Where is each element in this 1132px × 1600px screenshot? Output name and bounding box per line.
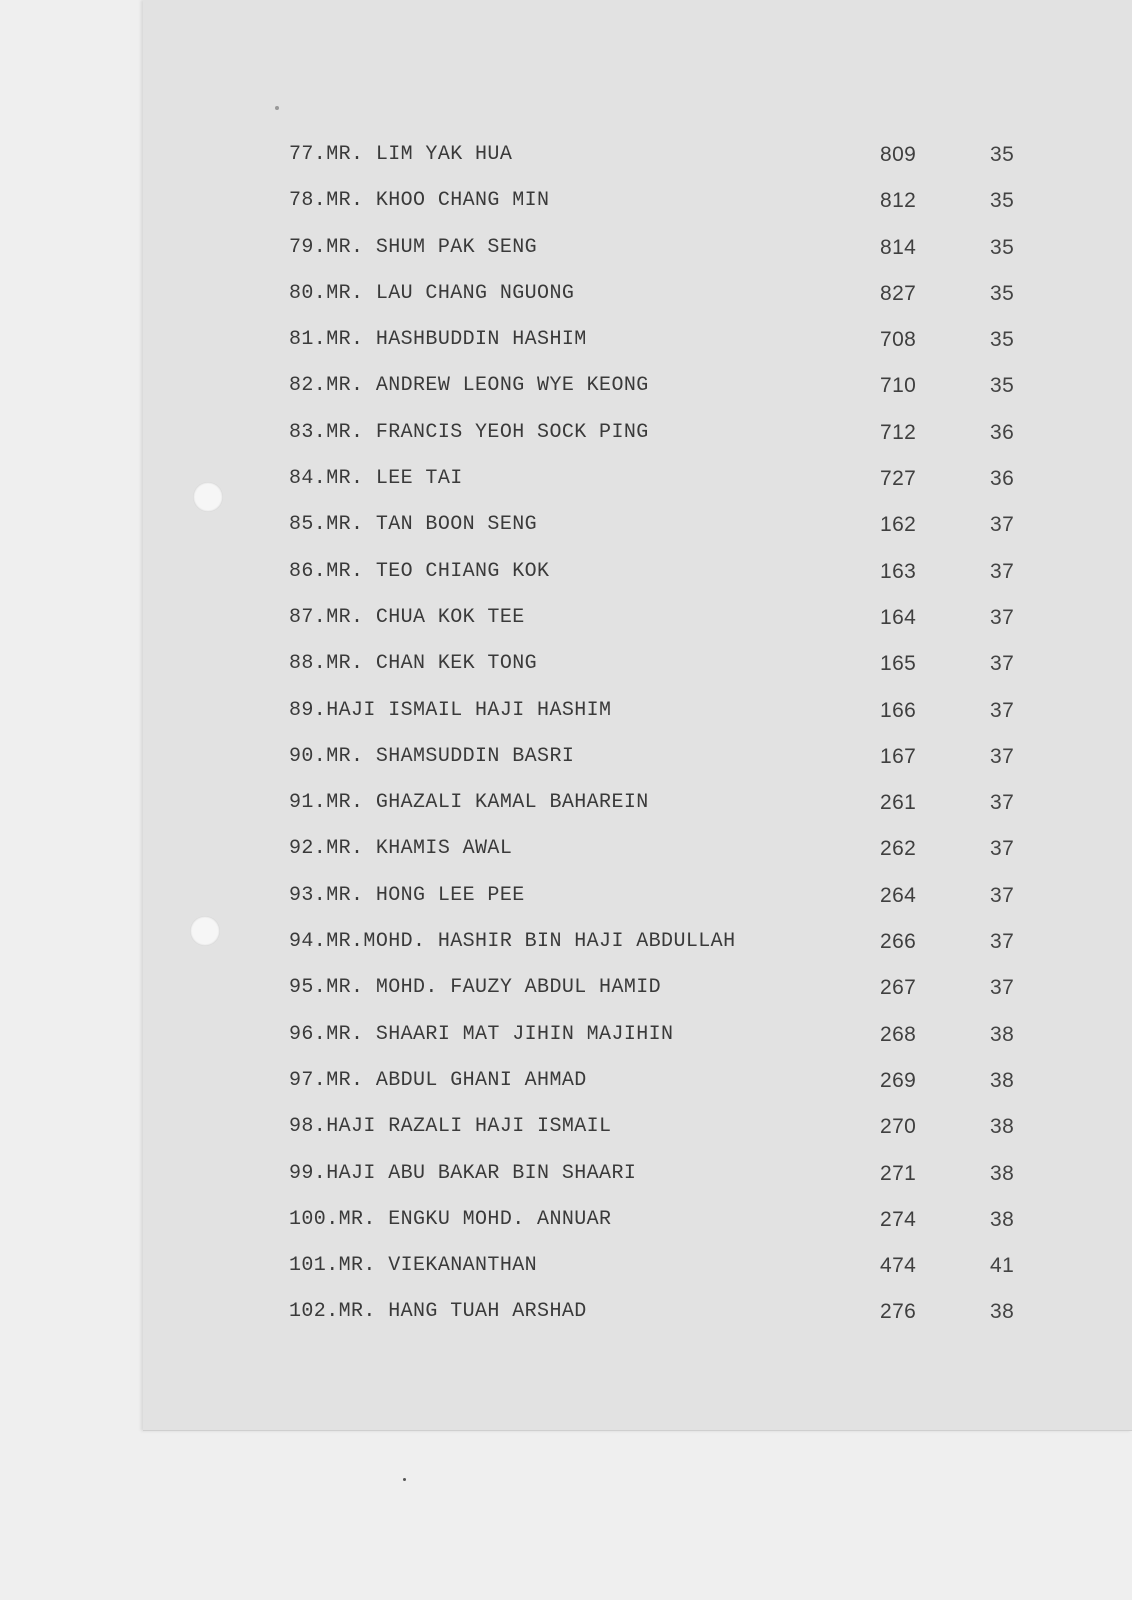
entry-name: 84.MR. LEE TAI xyxy=(289,467,463,491)
list-item xyxy=(0,363,1132,409)
entry-code: 814 xyxy=(880,235,917,259)
entry-code: 166 xyxy=(880,698,917,722)
entry-code: 812 xyxy=(880,189,917,213)
entry-code: 274 xyxy=(880,1207,917,1231)
entry-page: 35 xyxy=(990,374,1015,398)
list-item xyxy=(0,456,1132,502)
entry-name: 96.MR. SHAARI MAT JIHIN MAJIHIN xyxy=(289,1022,674,1046)
list-item xyxy=(0,780,1132,826)
entry-name: 85.MR. TAN BOON SENG xyxy=(289,513,538,537)
entry-code: 271 xyxy=(880,1161,917,1185)
entry-page: 38 xyxy=(990,1115,1015,1139)
entry-page: 35 xyxy=(990,189,1015,213)
entry-code: 708 xyxy=(880,328,917,352)
entry-code: 270 xyxy=(880,1115,917,1139)
entry-page: 37 xyxy=(990,930,1015,954)
entry-page: 41 xyxy=(990,1254,1015,1278)
entry-code: 474 xyxy=(880,1254,917,1278)
entry-page: 35 xyxy=(990,281,1015,305)
entry-page: 37 xyxy=(990,605,1015,629)
entry-page: 37 xyxy=(990,744,1015,768)
list-item xyxy=(0,1289,1132,1335)
entry-page: 37 xyxy=(990,837,1015,861)
entry-code: 162 xyxy=(880,513,917,537)
list-item xyxy=(0,965,1132,1011)
list-item xyxy=(0,410,1132,456)
entry-name: 78.MR. KHOO CHANG MIN xyxy=(289,189,550,213)
entry-name: 82.MR. ANDREW LEONG WYE KEONG xyxy=(289,374,649,398)
entry-page: 35 xyxy=(990,235,1015,259)
entry-code: 165 xyxy=(880,652,917,676)
entry-page: 38 xyxy=(990,1300,1015,1324)
entry-code: 809 xyxy=(880,143,917,166)
entry-page: 35 xyxy=(990,328,1015,352)
entry-page: 37 xyxy=(990,559,1015,583)
list-item xyxy=(0,271,1132,317)
entry-page: 38 xyxy=(990,1022,1015,1046)
entry-code: 167 xyxy=(880,744,917,768)
entry-code: 727 xyxy=(880,467,917,491)
list-item xyxy=(0,1151,1132,1197)
entry-page: 38 xyxy=(990,1068,1015,1092)
list-item xyxy=(0,1243,1132,1289)
entry-page: 35 xyxy=(990,143,1015,166)
list-item xyxy=(0,132,1132,178)
list-item xyxy=(0,641,1132,687)
list-item xyxy=(0,1058,1132,1104)
entry-name: 101.MR. VIEKANANTHAN xyxy=(289,1254,538,1278)
list-item xyxy=(0,826,1132,872)
entry-name: 81.MR. HASHBUDDIN HASHIM xyxy=(289,328,587,352)
entry-page: 37 xyxy=(990,791,1015,815)
entry-name: 88.MR. CHAN KEK TONG xyxy=(289,652,538,676)
list-item xyxy=(0,1197,1132,1243)
entry-name: 95.MR. MOHD. FAUZY ABDUL HAMID xyxy=(289,976,662,1000)
entry-page: 37 xyxy=(990,698,1015,722)
entry-code: 163 xyxy=(880,559,917,583)
entry-page: 37 xyxy=(990,513,1015,537)
dust-speck xyxy=(275,106,279,110)
entry-code: 264 xyxy=(880,883,917,907)
entry-code: 262 xyxy=(880,837,917,861)
entry-page: 36 xyxy=(990,467,1015,491)
entry-name: 98.HAJI RAZALI HAJI ISMAIL xyxy=(289,1115,612,1139)
list-item xyxy=(0,549,1132,595)
entry-name: 91.MR. GHAZALI KAMAL BAHAREIN xyxy=(289,791,649,815)
list-item xyxy=(0,225,1132,271)
entry-page: 37 xyxy=(990,652,1015,676)
list-item xyxy=(0,1012,1132,1058)
entry-code: 269 xyxy=(880,1068,917,1092)
entry-code: 276 xyxy=(880,1300,917,1324)
entry-code: 164 xyxy=(880,605,917,629)
entry-code: 266 xyxy=(880,930,917,954)
entry-page: 38 xyxy=(990,1207,1015,1231)
entry-name: 100.MR. ENGKU MOHD. ANNUAR xyxy=(289,1207,612,1231)
entry-name: 102.MR. HANG TUAH ARSHAD xyxy=(289,1300,587,1324)
list-item xyxy=(0,688,1132,734)
name-list xyxy=(0,132,1132,1336)
list-item xyxy=(0,873,1132,919)
entry-name: 99.HAJI ABU BAKAR BIN SHAARI xyxy=(289,1161,637,1185)
list-item xyxy=(0,1104,1132,1150)
entry-name: 97.MR. ABDUL GHANI AHMAD xyxy=(289,1068,587,1092)
list-item xyxy=(0,317,1132,363)
list-item xyxy=(0,919,1132,965)
list-item xyxy=(0,734,1132,780)
entry-code: 261 xyxy=(880,791,917,815)
list-item xyxy=(0,178,1132,224)
entry-name: 89.HAJI ISMAIL HAJI HASHIM xyxy=(289,698,612,722)
entry-page: 37 xyxy=(990,976,1015,1000)
entry-page: 36 xyxy=(990,420,1015,444)
entry-name: 80.MR. LAU CHANG NGUONG xyxy=(289,281,575,305)
entry-code: 268 xyxy=(880,1022,917,1046)
entry-name: 87.MR. CHUA KOK TEE xyxy=(289,605,525,629)
entry-code: 710 xyxy=(880,374,917,398)
entry-name: 93.MR. HONG LEE PEE xyxy=(289,883,525,907)
entry-name: 79.MR. SHUM PAK SENG xyxy=(289,235,538,259)
entry-name: 94.MR.MOHD. HASHIR BIN HAJI ABDULLAH xyxy=(289,930,736,954)
entry-name: 83.MR. FRANCIS YEOH SOCK PING xyxy=(289,420,649,444)
entry-code: 827 xyxy=(880,281,917,305)
entry-name: 86.MR. TEO CHIANG KOK xyxy=(289,559,550,583)
entry-page: 38 xyxy=(990,1161,1015,1185)
entry-name: 77.MR. LIM YAK HUA xyxy=(289,143,513,166)
entry-name: 92.MR. KHAMIS AWAL xyxy=(289,837,513,861)
entry-code: 712 xyxy=(880,420,917,444)
list-item xyxy=(0,595,1132,641)
entry-page: 37 xyxy=(990,883,1015,907)
entry-code: 267 xyxy=(880,976,917,1000)
dust-speck xyxy=(403,1478,406,1481)
entry-name: 90.MR. SHAMSUDDIN BASRI xyxy=(289,744,575,768)
list-item xyxy=(0,502,1132,548)
